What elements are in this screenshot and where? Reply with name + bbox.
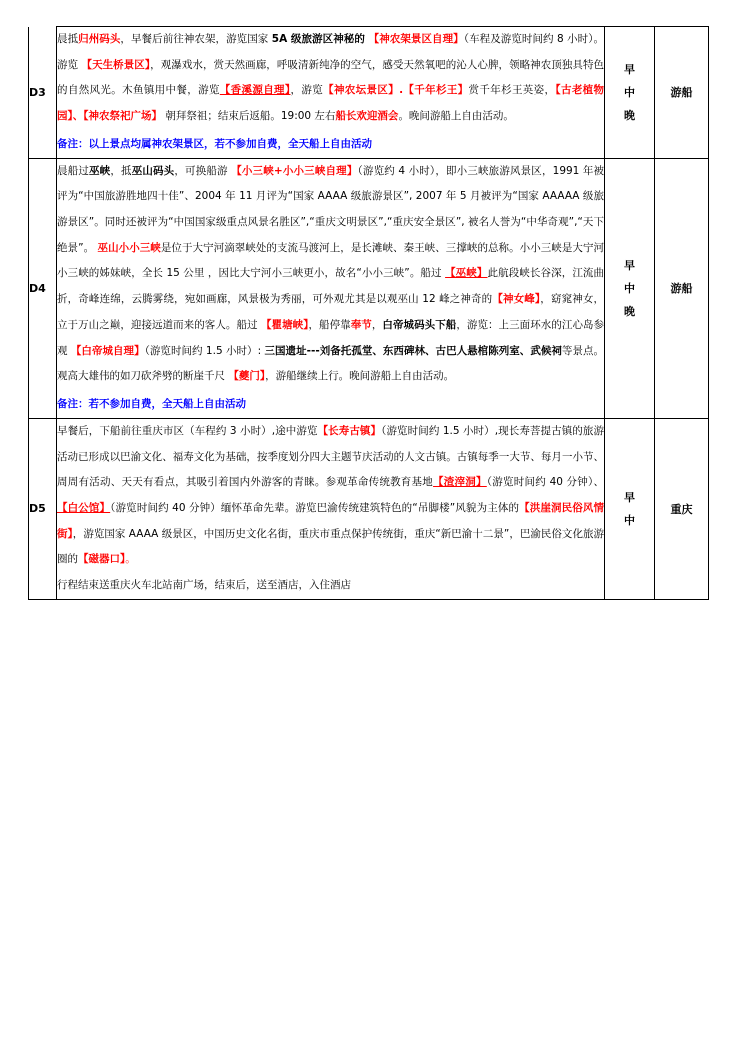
text-segment: （车程及游览时间约 8 小时）。游览 xyxy=(57,33,605,71)
meal-dinner: 晚 xyxy=(624,304,635,318)
text-segment: 此航段峡长谷深，江流曲折，奇峰连绵，云腾雾绕，宛如画廊，风景极为秀丽，可外观尤其是以观巫山 12 峰之神奇的 xyxy=(57,267,605,306)
text-segment: ， xyxy=(371,318,383,331)
meal-stack xyxy=(605,254,654,323)
highlight-fengjie: 奉节 xyxy=(350,318,372,331)
highlight-xiangxiyuan: 【香溪源自理】 xyxy=(219,84,291,97)
highlight-shennongjia-scenic: 【神农架景区自理】 xyxy=(368,33,464,45)
highlight-baidicheng: 【白帝城自理】 xyxy=(70,344,145,357)
itinerary-text-d3 xyxy=(57,27,604,130)
meal-lunch: 中 xyxy=(624,513,635,527)
meals-d3 xyxy=(605,27,655,159)
accommodation-d5: 重庆 xyxy=(655,418,709,599)
text-segment: （游览时间约 40 分钟）、 xyxy=(486,476,605,489)
accommodation-d4: 游船 xyxy=(655,158,709,418)
table-row xyxy=(29,27,709,159)
text-segment: ，游览 xyxy=(290,84,324,97)
text-segment: ，早餐后前往神农架，游览国家 xyxy=(120,33,272,45)
text-segment: 赏千年杉王英姿， xyxy=(468,84,556,97)
text-segment: 。 xyxy=(125,553,136,566)
text-segment: ，抵 xyxy=(110,164,132,177)
remark-d3: 备注：以上景点均属神农架景区，若不参加自费，全天船上自由活动 xyxy=(57,137,372,150)
highlight-hongyadong: 【洪崖洞民俗风情街】 xyxy=(57,501,605,540)
text-segment: ，船停靠 xyxy=(308,318,351,331)
meal-stack xyxy=(605,486,654,532)
meals-d5 xyxy=(605,418,655,599)
text-segment: 等景点。观高大雄伟的如刀砍斧劈的断崖千尺 xyxy=(57,344,605,383)
highlight-goddess-peak: 【神女峰】 xyxy=(492,293,541,306)
meal-dinner: 晚 xyxy=(624,108,635,122)
text-segment: ，窈窕神女，立于万山之巅，迎接远道而来的客人。船过 xyxy=(57,293,605,331)
remark-d4: 备注：若不参加自费，全天船上自由活动 xyxy=(57,398,246,411)
text-segment: （游览时间约 1.5 小时）: xyxy=(144,344,265,357)
meal-lunch: 中 xyxy=(624,85,635,99)
text-segment: ，可换船游 xyxy=(174,164,232,177)
text-wushan-wharf: 巫山码头 xyxy=(131,164,175,177)
text-segment: 晨抵 xyxy=(57,33,79,45)
highlight-zhazidong: 【渣滓洞】 xyxy=(433,476,487,489)
meals-d4 xyxy=(605,158,655,418)
text-segment: 朝拜祭祖；结束后返船。19:00 左右 xyxy=(162,110,336,123)
highlight-changshou-ancient-town: 【长寿古镇】 xyxy=(317,424,382,437)
text-segment: ，游船继续上行。晚间游船上自由活动。 xyxy=(265,370,455,383)
itinerary-text-d5 xyxy=(57,419,604,573)
text-segment: （游览时间约 1.5 小时）,现长寿菩提古镇的旅游活动已形成以巴渝文化、福寿文化为基础，按季度划分四大主题节庆活动的人文古镇。古镇每季一大节、每月一小节、周周有活动、天天有看点，其吸引着国内外游客的青睐。参观革命传统教育基地 xyxy=(57,424,604,489)
table-row xyxy=(29,418,709,599)
day-label-d4: D4 xyxy=(29,158,57,418)
text-segment: ，游览：上三面环水的江心岛参观 xyxy=(57,318,605,357)
highlight-baigongguan: 【白公馆】 xyxy=(57,501,111,514)
meal-lunch: 中 xyxy=(624,281,635,295)
meal-breakfast: 早 xyxy=(624,62,635,76)
day-label-d3: D3 xyxy=(29,27,57,159)
text-segment: 早餐后，下船前往重庆市区（车程约 3 小时）,途中游览 xyxy=(57,424,318,437)
text-segment: 。晚间游船上自由活动。 xyxy=(398,110,514,123)
text-wuxia: 巫峡 xyxy=(89,164,111,177)
highlight-kuimen: 【夔门】 xyxy=(228,370,266,383)
text-segment: 神秘的 xyxy=(333,33,369,45)
highlight-millennium-fir-king: 【千年杉王】 xyxy=(403,84,469,97)
accommodation-d3: 游船 xyxy=(655,27,709,159)
text-segment: 5A 级旅游区 xyxy=(271,33,334,45)
highlight-qutang-gorge: 【瞿塘峡】 xyxy=(260,318,309,331)
itinerary-body-d4 xyxy=(57,158,605,418)
highlight-ciqikou: 【磁器口】 xyxy=(78,553,126,566)
highlight-captain-welcome-party: 船长欢迎酒会 xyxy=(335,110,399,123)
highlight-wuxia-gorge: 【巫峡】 xyxy=(445,267,488,280)
highlight-lesser-three-gorges: 【小三峡+小小三峡自理】 xyxy=(231,164,358,177)
text-segment: （游览时间约 40 分钟）缅怀革命先辈。游览巴渝传统建筑特色的“吊脚楼”风貌为主体的 xyxy=(110,501,520,514)
text-segment: 晨船过 xyxy=(57,164,89,177)
itinerary-body-d3 xyxy=(57,27,605,159)
text-segment: （游览约 4 小时），即小三峡旅游风景区，1991 年被评为“中国旅游胜地四十佳”、2004 年 11 月评为“国家 AAAA 级旅游景区”, 2007 年 5 月被评为“国家 AAAAA 级旅游景区”。同时还被评为“中国国家级重点风景名胜区”,“重庆文明景区”,“重庆安全景区”, 被名人誉为“中华奇观”,“天下绝景”。 xyxy=(57,164,605,254)
itinerary-table xyxy=(28,26,709,600)
text-baidicheng-wharf: 白帝城码头下船 xyxy=(382,318,457,331)
text-segment: ，游览国家 AAAA 级景区，中国历史文化名街，重庆市重点保护传统街，重庆“新巴渝十二景”，巴渝民俗文化旅游圈的 xyxy=(57,527,604,566)
itinerary-body-d5 xyxy=(57,418,605,599)
highlight-tianshengqiao-scenic: 【天生桥景区】 xyxy=(81,58,151,71)
transfer-note-d5: 行程结束送重庆火车北站南广场，结束后，送至酒店，入住酒店 xyxy=(57,579,351,592)
table-row xyxy=(29,158,709,418)
text-segment: 是位于大宁河滴翠峡处的支流马渡河上，是长滩峡、秦王峡、三撑峡的总称。小小三峡是大宁河小三峡的姊妹峡，全长 15 公里 ，因比大宁河小三峡更小，故名“小小三峡”。船过 xyxy=(57,241,605,280)
day-label-d5: D5 xyxy=(29,418,57,599)
text-segment: ，观瀑戏水，赏天然画廊，呼吸清新纯净的空气，感受天然氧吧的沁人心脾，领略神农顶独具特色的自然风光。木鱼镇用中餐，游览 xyxy=(57,58,605,97)
highlight-ancient-botanical-garden: 【古老植物园】、【神农祭祀广场】 xyxy=(57,84,605,123)
meal-breakfast: 早 xyxy=(624,258,635,272)
highlight-guizhou-wharf: 归州码头 xyxy=(78,33,121,45)
highlight-wushan-mini-gorges: 巫山小小三峡 xyxy=(97,241,161,254)
meal-breakfast: 早 xyxy=(624,490,635,504)
highlight-shennongtan-scenic: 【神农坛景区】. xyxy=(323,84,404,97)
itinerary-table-body xyxy=(29,27,709,600)
text-three-kingdoms-sites: 三国遗址---刘备托孤堂、东西碑林、古巴人悬棺陈列室、武候祠 xyxy=(264,344,562,357)
itinerary-text-d4 xyxy=(57,159,604,390)
meal-stack xyxy=(605,58,654,127)
